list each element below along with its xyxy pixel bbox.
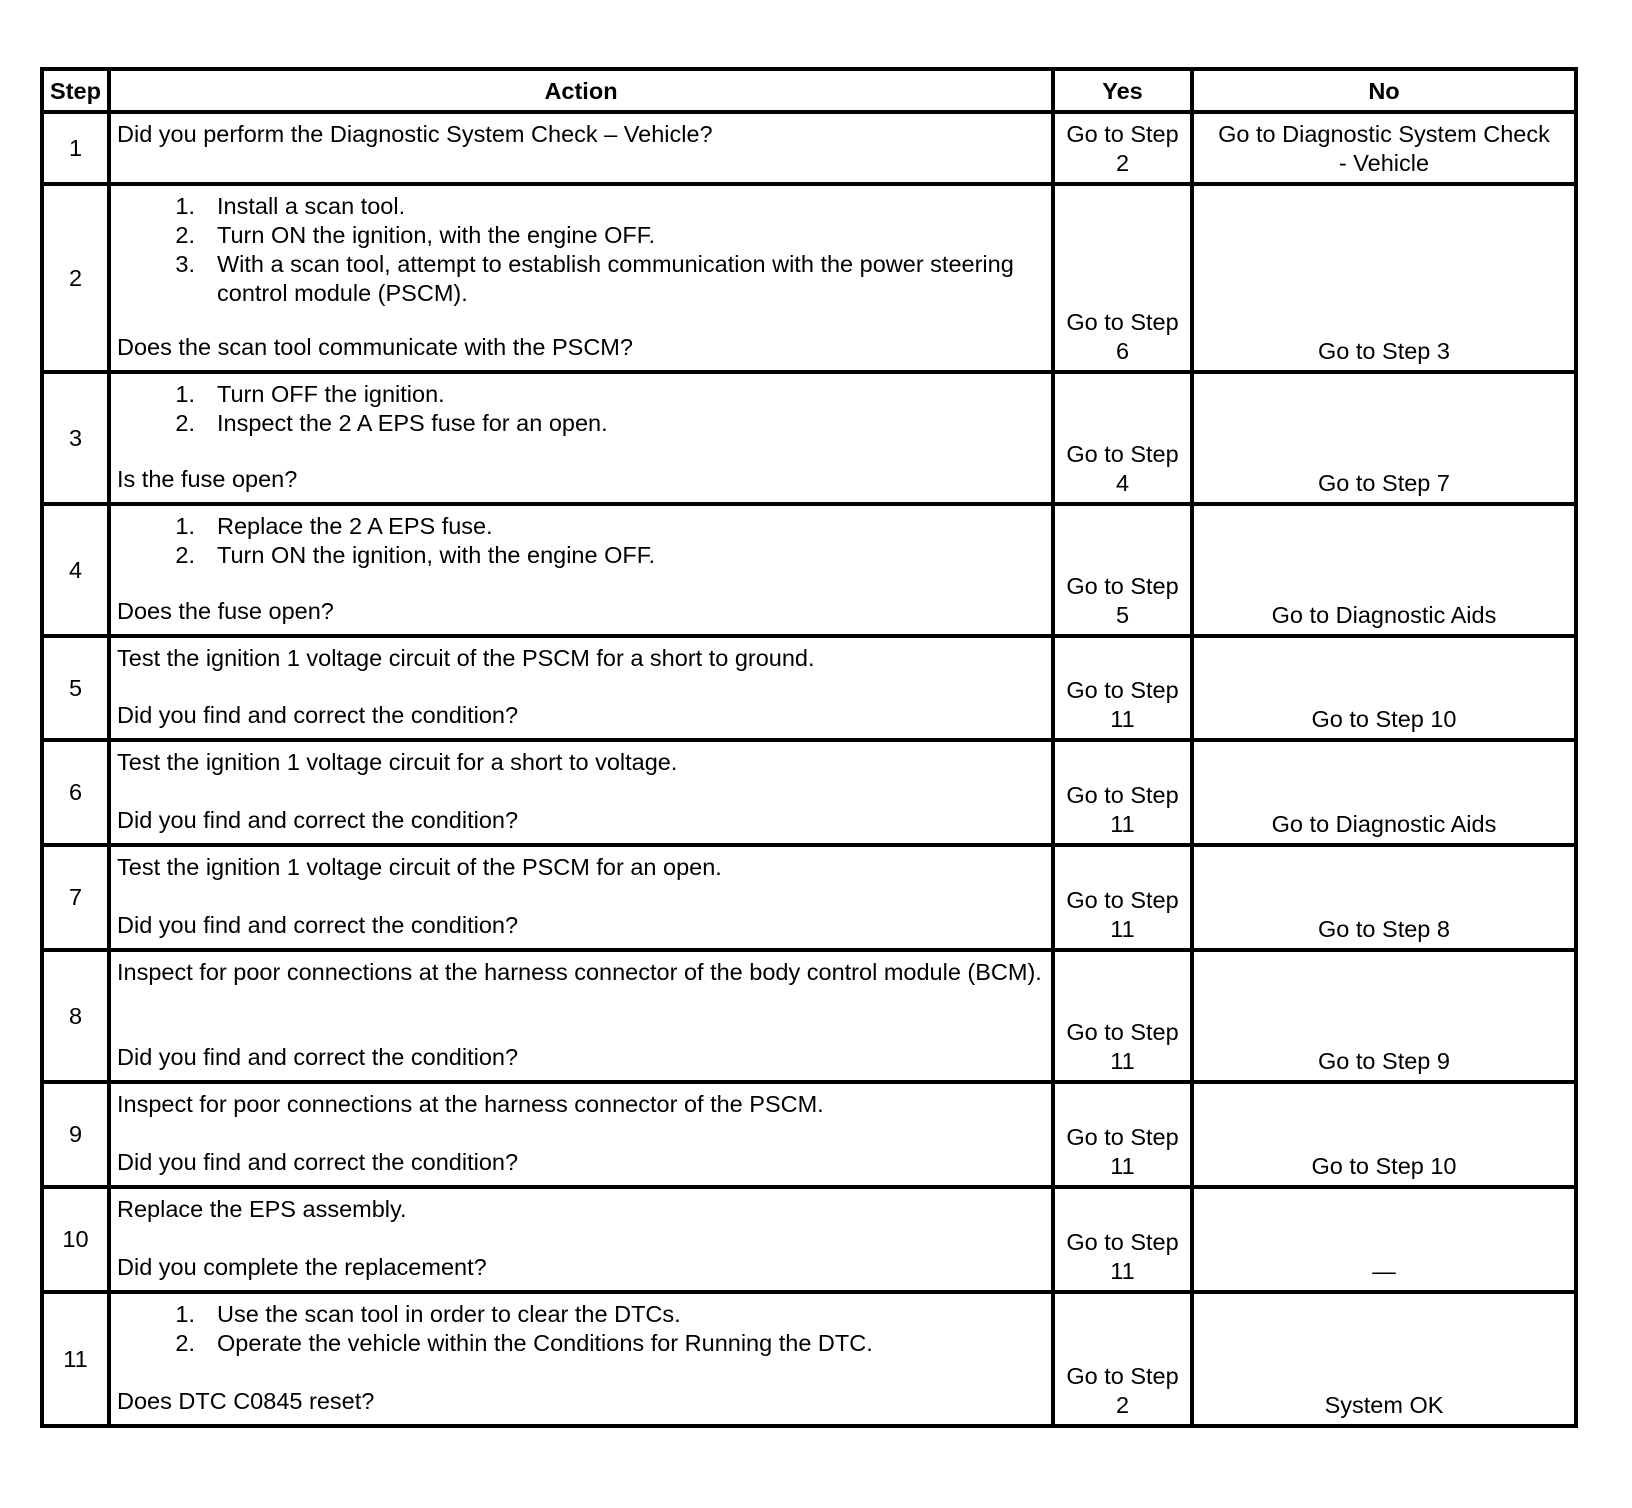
action-body — [117, 644, 1043, 673]
table-row — [42, 372, 1576, 504]
table-row — [42, 845, 1576, 950]
action-cell — [109, 740, 1053, 845]
procedure-number: 1. — [175, 381, 195, 407]
table-row — [42, 1187, 1576, 1292]
yes-result: Go to Step 6 — [1053, 184, 1192, 372]
action-question: Does the scan tool communicate with the PSCM? — [117, 334, 633, 360]
action-content — [117, 1300, 1043, 1416]
procedure-text: Install a scan tool. — [217, 193, 406, 219]
step-number: 3 — [42, 372, 109, 504]
action-text: Replace the EPS assembly. — [117, 1196, 407, 1222]
action-content — [117, 853, 1043, 940]
table-header — [42, 69, 1576, 112]
action-question: Does the fuse open? — [117, 598, 334, 624]
procedure-item — [117, 512, 1043, 541]
no-result: — — [1192, 1187, 1576, 1292]
no-result: Go to Step 8 — [1192, 845, 1576, 950]
header-row — [42, 69, 1576, 112]
procedure-item — [117, 380, 1043, 409]
step-number: 2 — [42, 184, 109, 372]
action-content — [117, 380, 1043, 494]
action-content — [117, 1090, 1043, 1177]
action-cell — [109, 1292, 1053, 1426]
procedure-list — [117, 192, 1043, 308]
action-question: Does DTC C0845 reset? — [117, 1388, 375, 1414]
no-result: Go to Diagnostic System Check - Vehicle — [1192, 112, 1576, 184]
action-cell — [109, 950, 1053, 1082]
no-result: Go to Diagnostic Aids — [1192, 740, 1576, 845]
action-cell — [109, 372, 1053, 504]
procedure-list — [117, 512, 1043, 570]
action-text: Did you perform the Diagnostic System Check – Vehicle? — [117, 121, 713, 147]
procedure-item — [117, 192, 1043, 221]
procedure-item — [117, 221, 1043, 250]
action-body — [117, 1090, 1043, 1119]
yes-result: Go to Step 2 — [1053, 1292, 1192, 1426]
yes-result: Go to Step 11 — [1053, 1187, 1192, 1292]
action-text: Inspect for poor connections at the harness connector of the body control module (BCM). — [117, 959, 1042, 985]
step-number: 5 — [42, 636, 109, 740]
action-text: Test the ignition 1 voltage circuit for a short to voltage. — [117, 749, 678, 775]
procedure-number: 2. — [175, 542, 195, 568]
procedure-text: Turn ON the ignition, with the engine OFF. — [217, 222, 656, 248]
action-cell — [109, 1187, 1053, 1292]
no-result: Go to Step 10 — [1192, 636, 1576, 740]
no-result: System OK — [1192, 1292, 1576, 1426]
procedure-item — [117, 409, 1043, 438]
procedure-number: 1. — [175, 513, 195, 539]
action-question: Did you find and correct the condition? — [117, 912, 519, 938]
procedure-text: Inspect the 2 A EPS fuse for an open. — [217, 410, 608, 436]
procedure-list — [117, 380, 1043, 438]
action-content — [117, 644, 1043, 730]
table-row — [42, 112, 1576, 184]
action-question: Did you find and correct the condition? — [117, 1044, 519, 1070]
procedure-item — [117, 1329, 1043, 1358]
header-action: Action — [109, 69, 1053, 112]
procedure-item — [117, 250, 1043, 308]
action-question: Did you find and correct the condition? — [117, 702, 519, 728]
procedure-text: Replace the 2 A EPS fuse. — [217, 513, 493, 539]
action-cell — [109, 504, 1053, 636]
action-body — [117, 958, 1043, 987]
step-number: 9 — [42, 1082, 109, 1187]
procedure-item — [117, 541, 1043, 570]
table-row — [42, 636, 1576, 740]
procedure-number: 2. — [175, 1330, 195, 1356]
action-content — [117, 1195, 1043, 1282]
yes-result: Go to Step 11 — [1053, 636, 1192, 740]
no-result: Go to Step 10 — [1192, 1082, 1576, 1187]
procedure-number: 1. — [175, 1301, 195, 1327]
action-body — [117, 853, 1043, 882]
table-row — [42, 1292, 1576, 1426]
procedure-item — [117, 1300, 1043, 1329]
procedure-list — [117, 1300, 1043, 1358]
procedure-number: 2. — [175, 222, 195, 248]
yes-result: Go to Step 11 — [1053, 845, 1192, 950]
action-text: Test the ignition 1 voltage circuit of the PSCM for a short to ground. — [117, 645, 815, 671]
procedure-text: With a scan tool, attempt to establish communication with the power steering control module (PSCM). — [217, 251, 1014, 306]
step-number: 4 — [42, 504, 109, 636]
procedure-number: 1. — [175, 193, 195, 219]
action-text: Test the ignition 1 voltage circuit of the PSCM for an open. — [117, 854, 722, 880]
action-content — [117, 748, 1043, 835]
diagnostic-table — [40, 67, 1578, 1428]
action-question: Did you find and correct the condition? — [117, 1149, 519, 1175]
action-body — [117, 120, 1043, 149]
step-number: 11 — [42, 1292, 109, 1426]
yes-result: Go to Step 4 — [1053, 372, 1192, 504]
action-body — [117, 380, 1043, 438]
action-text: Inspect for poor connections at the harness connector of the PSCM. — [117, 1091, 824, 1117]
action-content — [117, 958, 1043, 1072]
yes-result: Go to Step 11 — [1053, 740, 1192, 845]
action-cell — [109, 1082, 1053, 1187]
step-number: 7 — [42, 845, 109, 950]
no-result: Go to Diagnostic Aids — [1192, 504, 1576, 636]
action-content — [117, 192, 1043, 362]
action-question: Is the fuse open? — [117, 466, 298, 492]
procedure-text: Turn ON the ignition, with the engine OFF. — [217, 542, 656, 568]
header-yes: Yes — [1053, 69, 1192, 112]
step-number: 1 — [42, 112, 109, 184]
procedure-number: 2. — [175, 410, 195, 436]
procedure-text: Turn OFF the ignition. — [217, 381, 445, 407]
action-body — [117, 748, 1043, 777]
action-cell — [109, 112, 1053, 184]
no-result: Go to Step 7 — [1192, 372, 1576, 504]
procedure-text: Operate the vehicle within the Conditions for Running the DTC. — [217, 1330, 873, 1356]
procedure-number: 3. — [175, 251, 195, 277]
action-question: Did you find and correct the condition? — [117, 807, 519, 833]
action-question: Did you complete the replacement? — [117, 1254, 487, 1280]
action-body — [117, 192, 1043, 308]
procedure-text: Use the scan tool in order to clear the DTCs. — [217, 1301, 681, 1327]
yes-result: Go to Step 5 — [1053, 504, 1192, 636]
table-body — [42, 112, 1576, 1426]
step-number: 8 — [42, 950, 109, 1082]
action-cell — [109, 184, 1053, 372]
action-body — [117, 512, 1043, 570]
action-content — [117, 512, 1043, 626]
table-row — [42, 184, 1576, 372]
header-no: No — [1192, 69, 1576, 112]
action-content — [117, 120, 1043, 172]
step-number: 6 — [42, 740, 109, 845]
table-row — [42, 1082, 1576, 1187]
header-step: Step — [42, 69, 109, 112]
yes-result: Go to Step 11 — [1053, 950, 1192, 1082]
action-cell — [109, 845, 1053, 950]
no-result: Go to Step 3 — [1192, 184, 1576, 372]
table-row — [42, 740, 1576, 845]
no-result: Go to Step 9 — [1192, 950, 1576, 1082]
step-number: 10 — [42, 1187, 109, 1292]
action-cell — [109, 636, 1053, 740]
table-row — [42, 950, 1576, 1082]
yes-result: Go to Step 2 — [1053, 112, 1192, 184]
table-row — [42, 504, 1576, 636]
action-body — [117, 1195, 1043, 1224]
action-body — [117, 1300, 1043, 1358]
yes-result: Go to Step 11 — [1053, 1082, 1192, 1187]
